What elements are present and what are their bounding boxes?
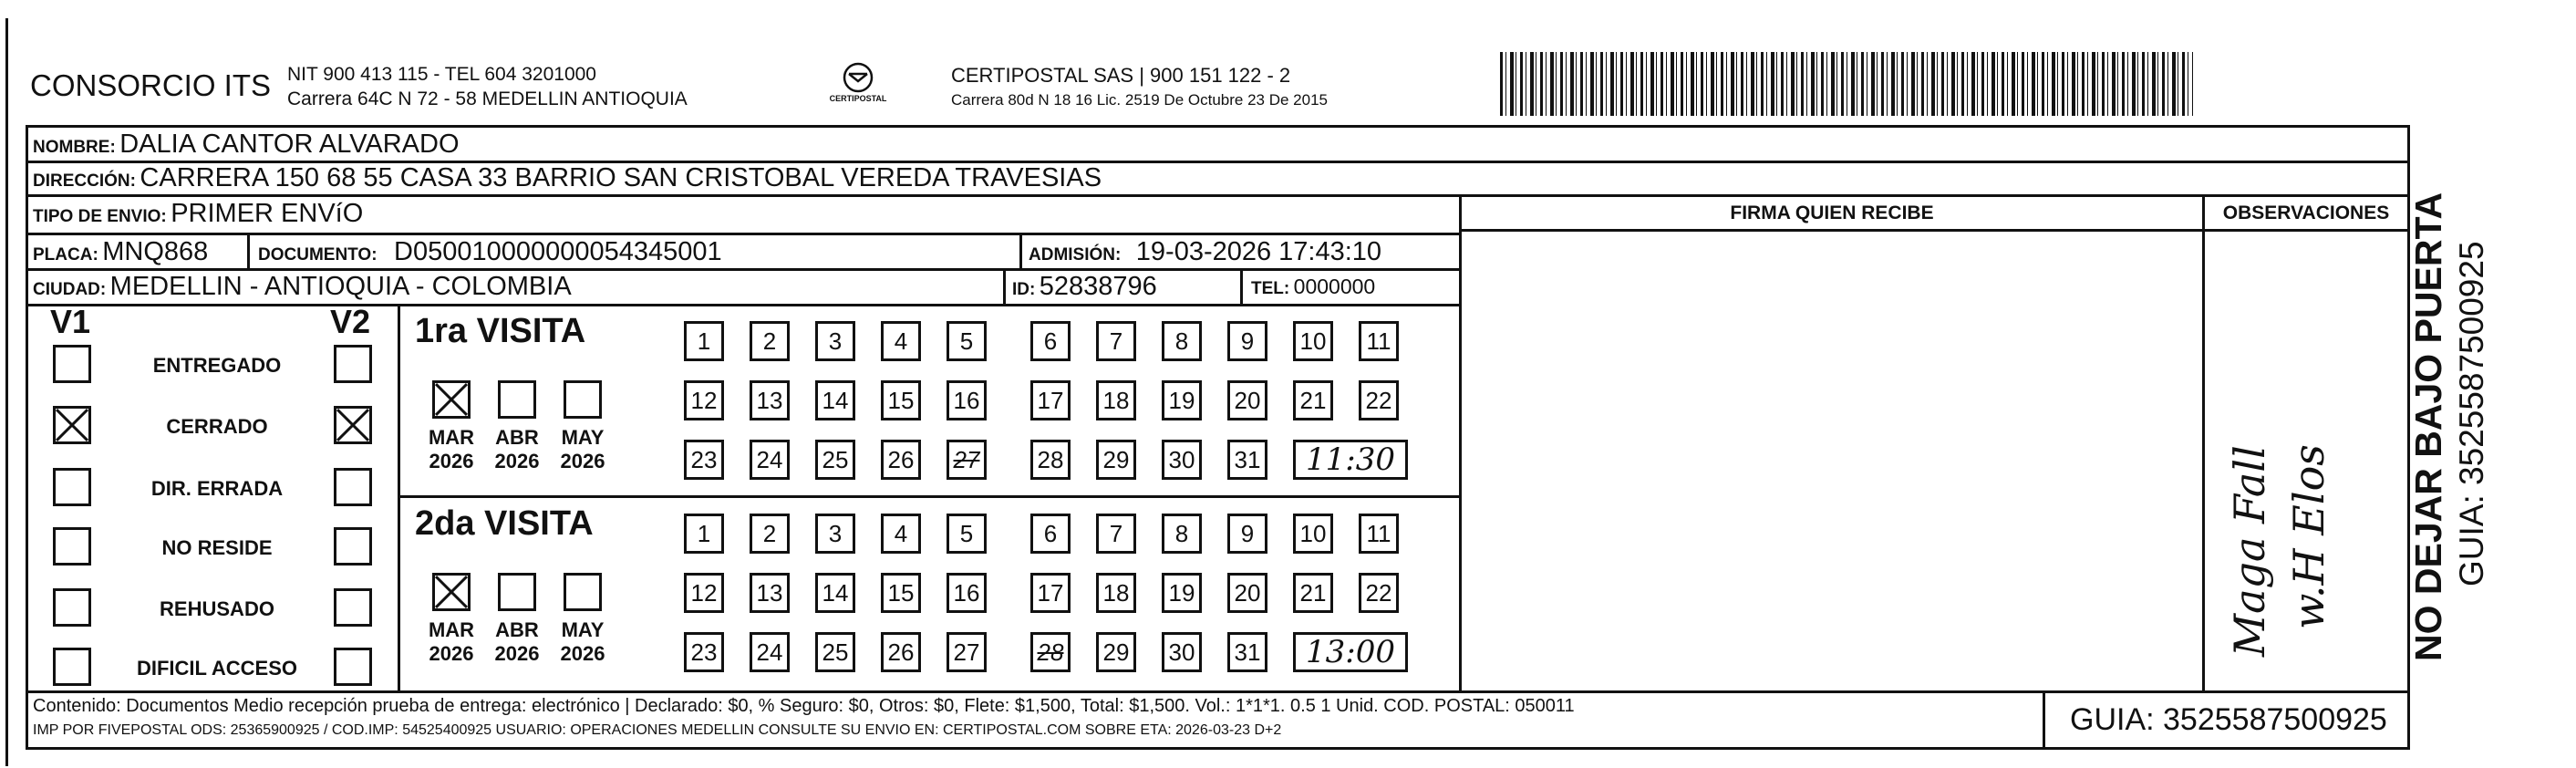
visit-month-checkbox[interactable] (564, 573, 602, 611)
visit-day-box[interactable]: 11 (1359, 321, 1399, 361)
visit-day-box[interactable]: 13 (750, 573, 790, 613)
status-v1-checkbox[interactable] (53, 648, 91, 686)
tel-label: TEL: (1251, 279, 1290, 298)
visit-day-box[interactable]: 26 (881, 440, 921, 480)
status-v2-checkbox[interactable] (334, 588, 372, 627)
observaciones-header: OBSERVACIONES (2222, 202, 2390, 223)
status-v1-checkbox[interactable] (53, 345, 91, 383)
id-value: 52838796 (1039, 272, 1157, 301)
status-label: CERRADO (166, 415, 268, 438)
visit-day-box[interactable]: 12 (684, 380, 724, 420)
visit-day-box[interactable]: 9 (1227, 321, 1267, 361)
status-v1-checkbox[interactable] (53, 527, 91, 566)
visit-day-box[interactable]: 22 (1359, 573, 1399, 613)
visit-day-box[interactable]: 29 (1096, 632, 1136, 672)
row-line (1462, 229, 2410, 232)
visit-month-label: MAY (561, 426, 605, 449)
col-line (1003, 268, 1006, 304)
footer-line2: IMP POR FIVEPOSTAL ODS: 25365900925 / COD.IMP: 54525400925 USUARIO: OPERACIONES MEDELLIN CONSULTE SU ENVIO EN: CERTIPOSTAL.COM SOBRE ETA: 2026-03-23 D+2 (33, 722, 1282, 738)
visit-month-checkbox[interactable] (498, 380, 536, 419)
direccion-value: CARRERA 150 68 55 CASA 33 BARRIO SAN CRISTOBAL VEREDA TRAVESIAS (140, 163, 1102, 192)
visit-day-box[interactable]: 24 (750, 440, 790, 480)
tipo-label: TIPO DE ENVIO: (33, 207, 167, 226)
visit-day-box[interactable]: 11 (1359, 514, 1399, 554)
status-v2-checkbox[interactable] (334, 406, 372, 444)
tel-cell (1251, 268, 1375, 308)
tel-value: 0000000 (1293, 275, 1376, 298)
visit-day-box[interactable]: 27 (947, 632, 987, 672)
id-label: ID: (1012, 280, 1036, 299)
visit-day-box[interactable]: 16 (947, 380, 987, 420)
visit-day-box[interactable]: 15 (881, 380, 921, 420)
visit-day-box[interactable]: 13 (750, 380, 790, 420)
visit-title: 2da VISITA (415, 504, 594, 543)
col-line (1459, 194, 1462, 690)
visit-day-box[interactable]: 4 (881, 514, 921, 554)
firma-header: FIRMA QUIEN RECIBE (1730, 202, 1934, 223)
visit-day-box[interactable]: 5 (947, 514, 987, 554)
visit-day-box[interactable]: 7 (1096, 514, 1136, 554)
documento-value: D050010000000054345001 (394, 237, 722, 266)
visit-day-box[interactable]: 30 (1162, 440, 1202, 480)
visit-day-box[interactable]: 2 (750, 514, 790, 554)
visit-day-box[interactable]: 15 (881, 573, 921, 613)
visit-day-box[interactable]: 18 (1096, 380, 1136, 420)
col-line (2043, 690, 2045, 750)
visit-year-label: 2026 (429, 642, 474, 665)
footer-guia: GUIA: 3525587500925 (2070, 702, 2387, 737)
company-line2: Carrera 64C N 72 - 58 MEDELLIN ANTIOQUIA (287, 88, 688, 109)
visit-day-box[interactable]: 19 (1162, 573, 1202, 613)
side-guia: GUIA: 3525587500925 (2453, 241, 2490, 586)
v2-header: V2 (330, 303, 371, 340)
ciudad-cell (33, 268, 572, 309)
visit-day-box[interactable]: 9 (1227, 514, 1267, 554)
visit-day-box[interactable]: 30 (1162, 632, 1202, 672)
row-line (26, 690, 2410, 693)
visit-month-checkbox[interactable] (498, 573, 536, 611)
visit-month-label: ABR (495, 618, 539, 641)
certipostal-logo (825, 59, 891, 109)
col-line (398, 304, 400, 690)
ciudad-label: CIUDAD: (33, 280, 107, 299)
visit-day-box[interactable]: 22 (1359, 380, 1399, 420)
left-edge-line (5, 18, 8, 766)
col-line (1019, 233, 1022, 268)
admision-label: ADMISIÓN: (1029, 245, 1122, 265)
side-warning: NO DEJAR BAJO PUERTA (2407, 192, 2449, 661)
handwritten-note-line2: w.H Elos (2284, 444, 2333, 629)
id-cell (1012, 268, 1157, 309)
direccion-label: DIRECCIÓN: (33, 171, 136, 191)
col-line (247, 233, 250, 268)
certipostal-line1: CERTIPOSTAL SAS | 900 151 122 - 2 (951, 64, 1291, 87)
tipo-value: PRIMER ENVíO (171, 199, 364, 228)
status-label: DIR. ERRADA (150, 477, 284, 500)
company-line1: NIT 900 413 115 - TEL 604 3201000 (287, 64, 596, 85)
visit-day-box[interactable]: 1 (684, 321, 724, 361)
status-label: DIFICIL ACCESO (136, 657, 297, 680)
visit-day-box[interactable]: 6 (1030, 514, 1071, 554)
visit-year-label: 2026 (429, 450, 474, 472)
visit-day-box[interactable]: 28 (1030, 440, 1071, 480)
ciudad-value: MEDELLIN - ANTIOQUIA - COLOMBIA (109, 272, 572, 301)
visit-day-box[interactable]: 6 (1030, 321, 1071, 361)
visit-day-box[interactable]: 20 (1227, 380, 1267, 420)
col-line (2202, 194, 2205, 690)
visit-day-box[interactable]: 12 (684, 573, 724, 613)
visit-day-box[interactable]: 17 (1030, 380, 1071, 420)
visit-day-box[interactable]: 23 (684, 632, 724, 672)
visit-day-box[interactable]: 25 (815, 440, 855, 480)
visit-year-label: 2026 (494, 642, 540, 665)
visit-day-box[interactable]: 10 (1293, 514, 1333, 554)
visit-month-label: MAR (428, 426, 475, 449)
visit-day-box[interactable]: 14 (815, 573, 855, 613)
status-v2-checkbox[interactable] (334, 648, 372, 686)
documento-label: DOCUMENTO: (258, 245, 378, 265)
status-label: NO RESIDE (161, 536, 273, 559)
company-name: CONSORCIO ITS (30, 68, 272, 102)
status-v2-checkbox[interactable] (334, 345, 372, 383)
visit-day-box[interactable]: 23 (684, 440, 724, 480)
v1-header: V1 (50, 303, 91, 340)
visit-day-box[interactable]: 3 (815, 321, 855, 361)
visit-day-box[interactable]: 14 (815, 380, 855, 420)
visit-day-box[interactable]: 7 (1096, 321, 1136, 361)
row-line (399, 495, 1462, 498)
visit-day-box[interactable]: 26 (881, 632, 921, 672)
certipostal-line2: Carrera 80d N 18 16 Lic. 2519 De Octubre 23 De 2015 (951, 91, 1328, 109)
logo-text: CERTIPOSTAL (829, 94, 887, 103)
visit-day-box[interactable]: 29 (1096, 440, 1136, 480)
visit-year-label: 2026 (560, 450, 605, 472)
visit-day-box[interactable]: 27 (947, 440, 987, 480)
visit-day-box[interactable]: 5 (947, 321, 987, 361)
visit-day-box[interactable]: 31 (1227, 632, 1267, 672)
visit-day-box[interactable]: 2 (750, 321, 790, 361)
visit-month-checkbox[interactable] (564, 380, 602, 419)
visit-day-box[interactable]: 1 (684, 514, 724, 554)
status-label: REHUSADO (160, 597, 274, 620)
visit-day-box[interactable]: 4 (881, 321, 921, 361)
visit-month-checkbox[interactable] (432, 380, 471, 419)
nombre-value: DALIA CANTOR ALVARADO (119, 130, 460, 159)
visit-year-label: 2026 (560, 642, 605, 665)
visit-day-box[interactable]: 18 (1096, 573, 1136, 613)
visit-day-box[interactable]: 21 (1293, 573, 1333, 613)
placa-value: MNQ868 (102, 237, 209, 266)
status-v1-checkbox[interactable] (53, 468, 91, 506)
barcode (1500, 52, 2193, 116)
visit-day-box[interactable]: 8 (1162, 321, 1202, 361)
visit-day-box[interactable]: 3 (815, 514, 855, 554)
visit-day-box[interactable]: 19 (1162, 380, 1202, 420)
visit-day-box[interactable]: 25 (815, 632, 855, 672)
visit-day-box[interactable]: 17 (1030, 573, 1071, 613)
visit-day-box[interactable]: 28 (1030, 632, 1071, 672)
visit-day-box[interactable]: 20 (1227, 573, 1267, 613)
status-v1-checkbox[interactable] (53, 588, 91, 627)
tipo-row (33, 195, 363, 236)
status-v1-checkbox[interactable] (53, 406, 91, 444)
visit-time: 11:30 (1293, 440, 1408, 480)
placa-label: PLACA: (33, 245, 98, 265)
visit-day-box[interactable]: 24 (750, 632, 790, 672)
visit-time: 13:00 (1293, 632, 1408, 672)
visit-day-box[interactable]: 31 (1227, 440, 1267, 480)
visit-month-label: MAR (428, 618, 475, 641)
footer-line1: Contenido: Documentos Medio recepción prueba de entrega: electrónico | Declarado: $0, % Seguro: $0, Otros: $0, Flete: $1,500, Total: $1,500. Vol.: 1*1*1. 0.5 1 Unid. COD. POSTAL: 050011 (33, 696, 1575, 716)
status-v2-checkbox[interactable] (334, 527, 372, 566)
visit-month-checkbox[interactable] (432, 573, 471, 611)
visit-day-box[interactable]: 8 (1162, 514, 1202, 554)
visit-day-box[interactable]: 16 (947, 573, 987, 613)
visit-day-box[interactable]: 10 (1293, 321, 1333, 361)
handwritten-note-line1: Maga Fall (2225, 445, 2274, 657)
visit-day-box[interactable]: 21 (1293, 380, 1333, 420)
nombre-label: NOMBRE: (33, 138, 116, 157)
status-label: ENTREGADO (152, 354, 282, 377)
admision-value: 19-03-2026 17:43:10 (1135, 237, 1382, 266)
visit-title: 1ra VISITA (415, 312, 586, 350)
visit-month-label: MAY (561, 618, 605, 641)
visit-month-label: ABR (495, 426, 539, 449)
visit-year-label: 2026 (494, 450, 540, 472)
status-v2-checkbox[interactable] (334, 468, 372, 506)
